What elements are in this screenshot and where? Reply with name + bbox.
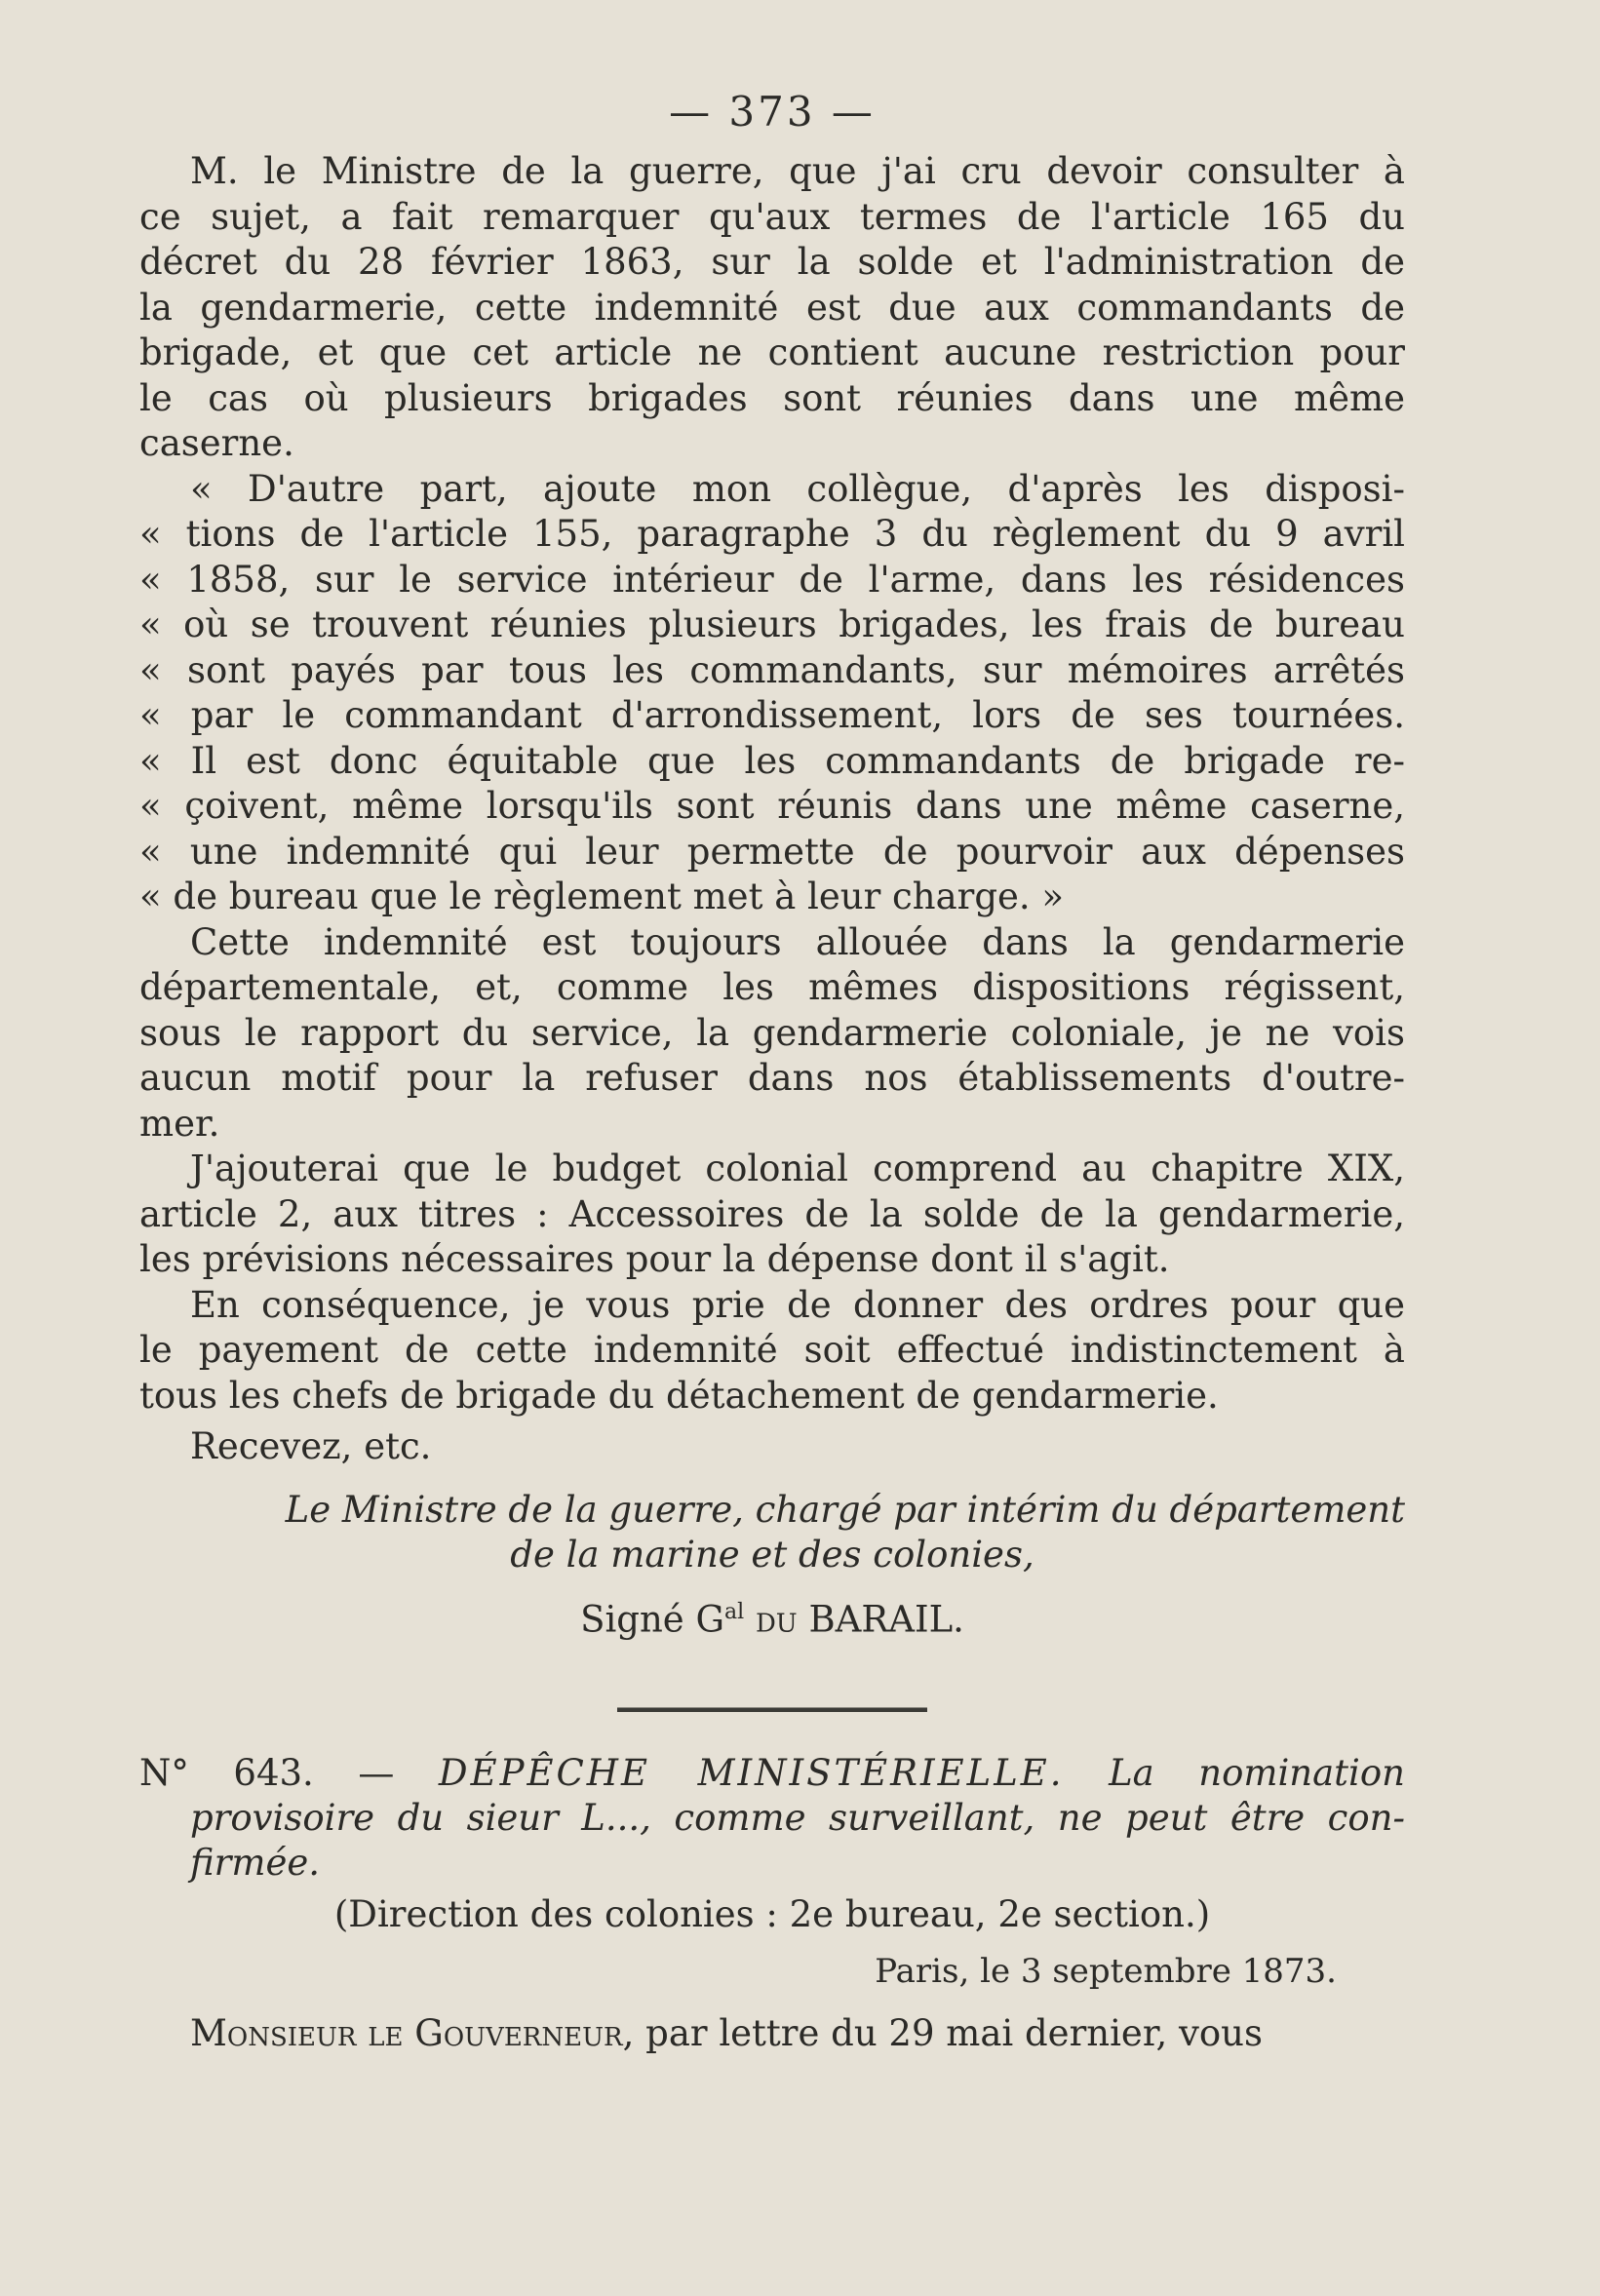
signed-surname: BARAIL. <box>808 1597 964 1640</box>
salutation-text: , par lettre du 29 mai dernier, vous <box>622 2011 1263 2054</box>
salutation-line <box>139 2006 1405 2061</box>
signed-superscript: al <box>724 1599 745 1624</box>
paragraph-3 <box>139 1147 1405 1283</box>
signature-title-line-1: Le Ministre de la guerre, chargé par intérim du département <box>285 1488 1405 1531</box>
quote-line: « tions de l'article 155, paragraphe 3 du règlement du 9 avril <box>139 513 1405 555</box>
text-line: J'ajouterai que le budget colonial comprend au chapitre XIX, <box>190 1148 1405 1189</box>
paragraph-4 <box>139 1283 1405 1420</box>
text-line: départementale, et, comme les mêmes dispositions régissent, <box>139 966 1405 1008</box>
signed-particle: du <box>755 1597 798 1640</box>
text-line: la gendarmerie, cette indemnité est due aux commandants de <box>139 286 1405 329</box>
text-line: M. le Ministre de la guerre, que j'ai cru devoir consulter à <box>190 150 1405 192</box>
text-line: décret du 28 février 1863, sur la solde et l'administration de <box>139 241 1405 283</box>
dispatch-title-start: La nomination <box>1109 1751 1405 1794</box>
text-line: Cette indemnité est toujours allouée dans la gendarmerie <box>190 920 1405 963</box>
quote-line: « D'autre part, ajoute mon collègue, d'après les disposi- <box>190 467 1405 510</box>
text-line: brigade, et que cet article ne contient aucune restriction pour <box>139 331 1405 373</box>
letter-body <box>139 149 1405 1470</box>
direction-note: (Direction des colonies : 2e bureau, 2e section.) <box>333 1892 1211 1935</box>
signature-name <box>139 1583 1405 1649</box>
paragraph-1 <box>139 149 1405 467</box>
closing-formula: Recevez, etc. <box>190 1425 432 1467</box>
text-line: le cas où plusieurs brigades sont réunies dans une même <box>139 376 1405 419</box>
text-line: ce sujet, a fait remarquer qu'aux termes de l'article 165 du <box>139 195 1405 238</box>
text-line: En conséquence, je vous prie de donner des ordres pour que <box>190 1283 1405 1326</box>
quotation <box>139 467 1405 920</box>
text-line: article 2, aux titres : Accessoires de la solde de la gendarmerie, <box>139 1192 1405 1235</box>
text-line: les prévisions nécessaires pour la dépense dont il s'agit. <box>139 1238 1170 1280</box>
quote-line: « sont payés par tous les commandants, sur mémoires arrêtés <box>139 648 1405 691</box>
paragraph-2 <box>139 920 1405 1148</box>
quote-line: « par le commandant d'arrondissement, lors de ses tournées. <box>139 694 1405 736</box>
signature-title-line-2: de la marine et des colonies, <box>510 1533 1034 1576</box>
text-line: aucun motif pour la refuser dans nos établissements d'outre- <box>139 1057 1405 1099</box>
quote-line: « çoivent, même lorsqu'ils sont réunis dans une même caserne, <box>139 785 1405 827</box>
dispatch-heading-line-3: firmée. <box>190 1841 321 1884</box>
section-divider <box>617 1707 927 1712</box>
signed-prefix: Signé G <box>580 1597 725 1640</box>
text-line: mer. <box>139 1102 220 1145</box>
dispatch-number: N° 643. — <box>139 1751 395 1794</box>
dispatch-heading <box>139 1751 1405 1886</box>
text-line: tous les chefs de brigade du détachement de gendarmerie. <box>139 1374 1219 1417</box>
text-line: caserne. <box>139 422 294 464</box>
dateline: Paris, le 3 septembre 1873. <box>875 1951 1337 1991</box>
page-number: — 373 — <box>669 88 876 136</box>
dispatch-heading-line-2: provisoire du sieur L..., comme surveillant, ne peut être con- <box>190 1796 1405 1839</box>
signature-block <box>139 1488 1405 1649</box>
quote-line: « une indemnité qui leur permette de pourvoir aux dépenses <box>139 830 1405 873</box>
quote-line: « 1858, sur le service intérieur de l'arme, dans les résidences <box>139 558 1405 601</box>
dispatch-heading-line-1 <box>139 1751 1405 1796</box>
quote-line: « où se trouvent réunies plusieurs brigades, les frais de bureau <box>139 603 1405 645</box>
text-line: sous le rapport du service, la gendarmerie coloniale, je ne vois <box>139 1011 1405 1054</box>
quote-line: « Il est donc équitable que les commandants de brigade re- <box>139 739 1405 782</box>
text-line: le payement de cette indemnité soit effectué indistinctement à <box>139 1329 1405 1371</box>
dispatch-type: DÉPÊCHE MINISTÉRIELLE. <box>438 1751 1065 1794</box>
salutation-address: Monsieur le Gouverneur <box>190 2011 623 2054</box>
quote-line: « de bureau que le règlement met à leur charge. » <box>139 876 1065 917</box>
